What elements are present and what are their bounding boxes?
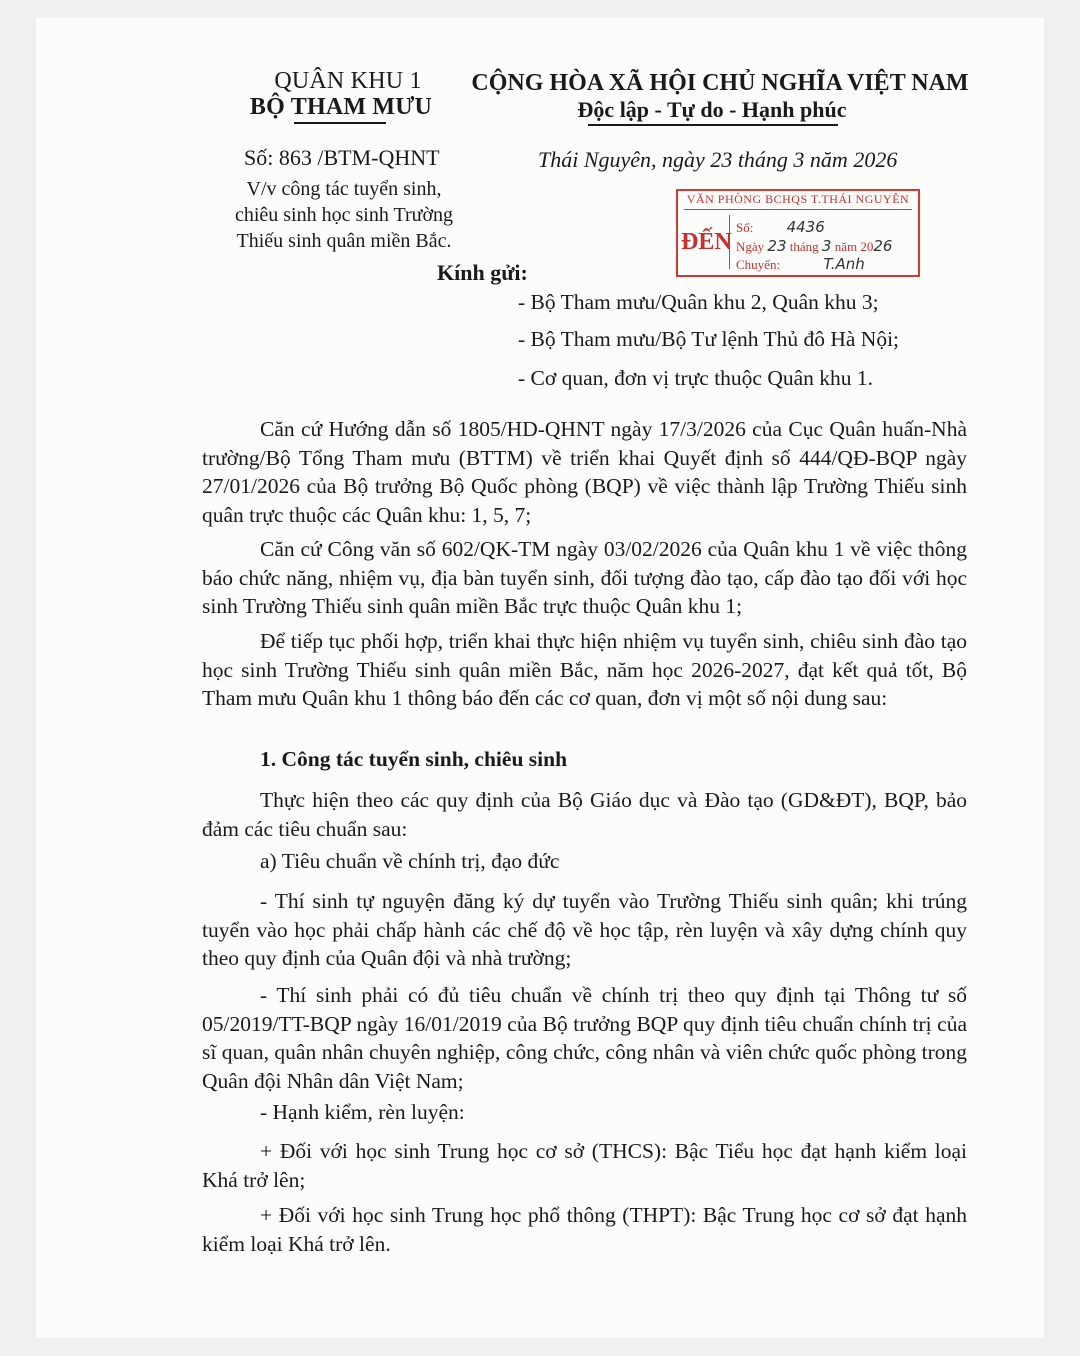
section-heading: 1. Công tác tuyển sinh, chiêu sinh (260, 747, 568, 771)
stamp-so-row (736, 218, 825, 236)
org-line-2: BỘ THAM MƯU (249, 94, 433, 120)
sub-heading: a) Tiêu chuẩn về chính trị, đạo đức (260, 849, 560, 873)
motto: Độc lập - Tự do - Hạnh phúc (577, 97, 847, 122)
stamp-ngay-label: Ngày (736, 239, 765, 254)
body-line: - Hạnh kiểm, rèn luyện: (260, 1100, 465, 1124)
org-underline (294, 122, 386, 124)
subject-line: Thiếu sinh quân miền Bắc. (236, 230, 452, 252)
body-paragraph: Thực hiện theo các quy định của Bộ Giáo dục và Đào tạo (GD&ĐT), BQP, bảo đảm các tiêu chuẩn sau: (202, 788, 967, 841)
received-stamp (676, 189, 920, 277)
subject-block (235, 176, 453, 254)
body-paragraph: Căn cứ Công văn số 602/QK-TM ngày 03/02/2026 của Quân khu 1 về việc thông báo chức năng, nhiệm vụ, địa bàn tuyển sinh, đối tượng đào tạo, cấp đào tạo đối với học sinh Trường Thiếu sinh quân miền Bắc trực thuộc Quân khu 1; (202, 537, 967, 618)
motto-underline (588, 124, 838, 126)
body-paragraph: - Thí sinh phải có đủ tiêu chuẩn về chính trị theo quy định tại Thông tư số 05/2019/TT-BQP ngày 16/01/2019 của Bộ trưởng BQP quy định tiêu chuẩn chính trị của sĩ quan, quân nhân chuyên nghiệp, công chức, công nhân và viên chức quốc phòng trong Quân đội Nhân dân Việt Nam; (202, 983, 967, 1093)
stamp-nam-label: năm 20 (834, 239, 874, 254)
stamp-so-label: Số: (736, 220, 754, 235)
nation-title: CỘNG HÒA XÃ HỘI CHỦ NGHĨA VIỆT NAM (471, 70, 969, 96)
stamp-chuyen-label: Chuyển: (736, 257, 781, 272)
stamp-so-value: 4436 (786, 218, 825, 236)
org-line-1: QUÂN KHU 1 (274, 68, 422, 94)
recipient-item: - Bộ Tham mưu/Bộ Tư lệnh Thủ đô Hà Nội; (518, 327, 900, 351)
stamp-label: ĐẾN (681, 215, 730, 269)
stamp-nam-value: 26 (873, 237, 893, 255)
document-number: Số: 863 /BTM-QHNT (244, 145, 440, 170)
subject-line: chiêu sinh học sinh Trường (234, 204, 454, 226)
body-paragraph: Căn cứ Hướng dẫn số 1805/HD-QHNT ngày 17/3/2026 của Cục Quân huấn-Nhà trường/Bộ Tổng Tham mưu (BTTM) về triển khai Quyết định số 444/QĐ-BQP ngày 27/01/2026 của Bộ trưởng Bộ Quốc phòng (BQP) về việc thành lập Trường Thiếu sinh quân trực thuộc các Quân khu: 1, 5, 7; (202, 417, 967, 527)
stamp-thang-label: tháng (789, 239, 819, 254)
greeting: Kính gửi: (437, 260, 528, 285)
subject-line: V/v công tác tuyển sinh, (246, 178, 442, 200)
stamp-thang-value: 3 (821, 237, 832, 255)
stamp-ngay-value: 23 (767, 237, 787, 255)
stamp-chuyen-value: T.Anh (823, 255, 865, 273)
body-paragraph: + Đối với học sinh Trung học phổ thông (THPT): Bậc Trung học cơ sở đạt hạnh kiểm loại Khá trở lên. (202, 1203, 967, 1256)
stamp-office: VĂN PHÒNG BCHQS T.THÁI NGUYÊN (684, 192, 912, 210)
stamp-chuyen-row (736, 255, 865, 273)
body-paragraph: + Đối với học sinh Trung học cơ sở (THCS): Bậc Tiểu học đạt hạnh kiểm loại Khá trở lên; (202, 1139, 967, 1192)
stamp-date-row (736, 237, 892, 255)
recipient-item: - Cơ quan, đơn vị trực thuộc Quân khu 1. (518, 366, 874, 390)
body-paragraph: Để tiếp tục phối hợp, triển khai thực hiện nhiệm vụ tuyển sinh, chiêu sinh đào tạo học sinh Trường Thiếu sinh quân miền Bắc, năm học 2026-2027, đạt kết quả tốt, Bộ Tham mưu Quân khu 1 thông báo đến các cơ quan, đơn vị một số nội dung sau: (202, 629, 967, 710)
recipient-item: - Bộ Tham mưu/Quân khu 2, Quân khu 3; (518, 290, 879, 314)
body-paragraph: - Thí sinh tự nguyện đăng ký dự tuyển vào Trường Thiếu sinh quân; khi trúng tuyển vào học phải chấp hành các chế độ về học tập, rèn luyện và xây dựng chính quy theo quy định của Quân đội và nhà trường; (202, 889, 967, 970)
place-date: Thái Nguyên, ngày 23 tháng 3 năm 2026 (538, 147, 898, 172)
